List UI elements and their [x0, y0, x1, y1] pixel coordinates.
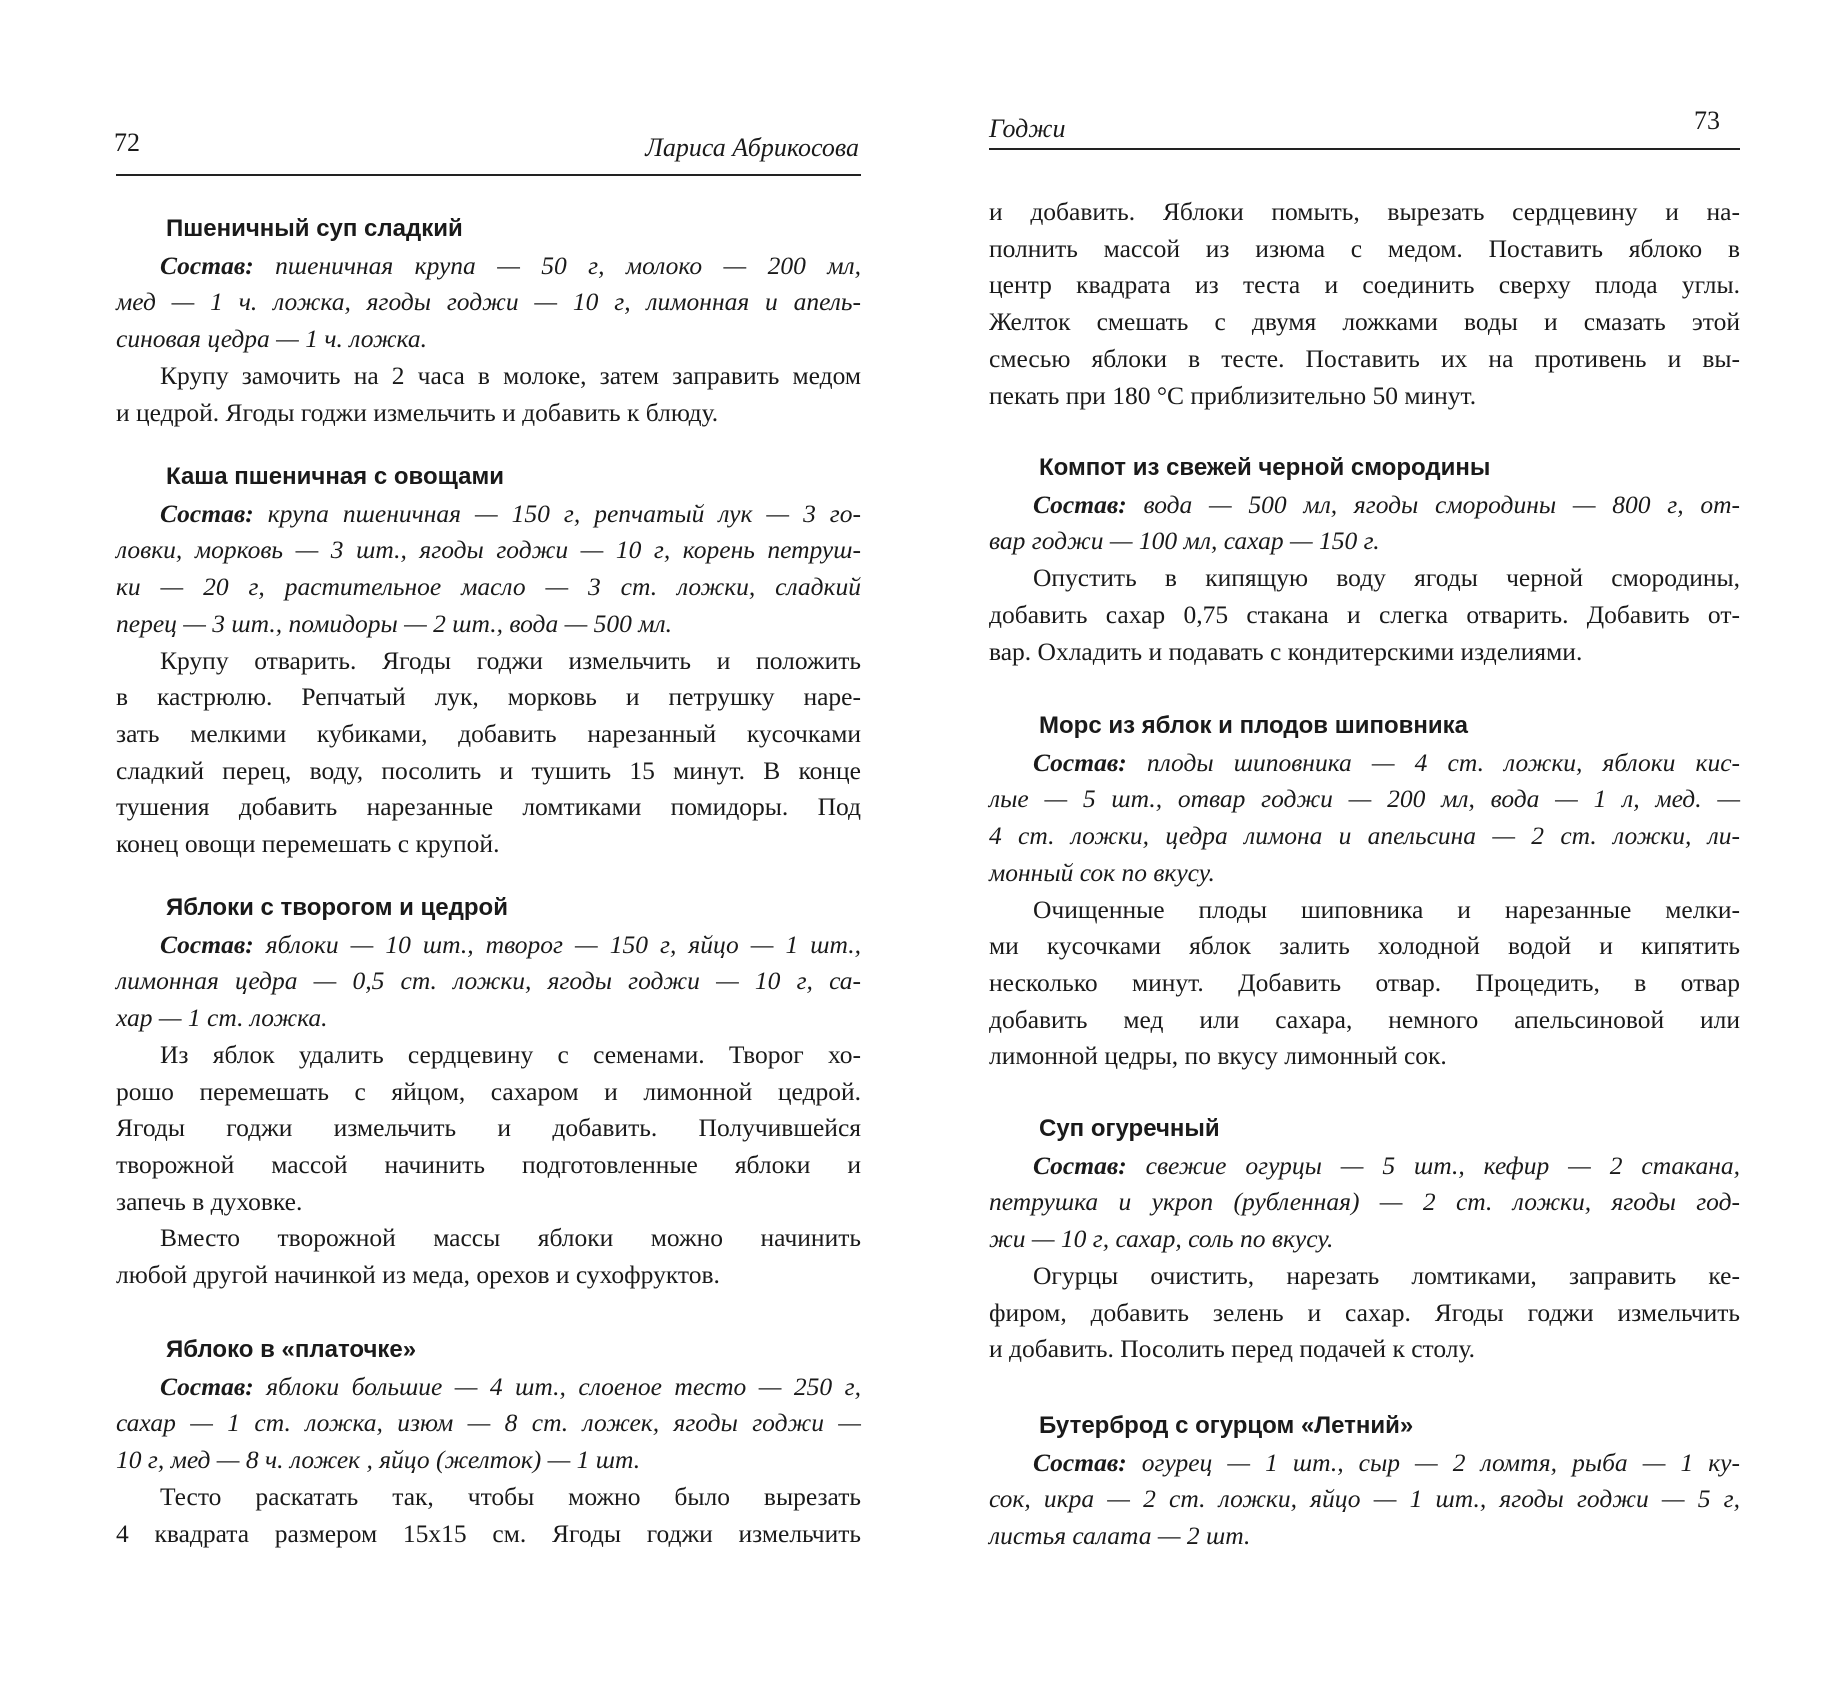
- method-line: фиром, добавить зелень и сахар. Ягоды годжи измельчить: [989, 1297, 1740, 1327]
- composition-line: [116, 1442, 861, 1479]
- composition-text: ловки, морковь — 3 шт., ягоды годжи — 10 г, корень петруш-: [116, 535, 861, 565]
- composition-line: [116, 496, 861, 533]
- composition-text: огурец — 1 шт., сыр — 2 ломтя, рыба — 1 ку-: [1126, 1447, 1740, 1477]
- composition-text: лые — 5 шт., отвар годжи — 200 мл, вода — 1 л, мед. —: [989, 784, 1740, 814]
- method-line: зать мелкими кубиками, добавить нарезанный кусочками: [116, 718, 861, 748]
- composition-text: сок, икра — 2 ст. ложки, яйцо — 1 шт., ягоды годжи — 5 г,: [989, 1484, 1740, 1514]
- composition-text: яблоки большие — 4 шт., слоеное тесто — 250 г,: [253, 1371, 861, 1401]
- composition-label: Состав:: [1033, 489, 1127, 519]
- recipe-title: Яблоко в «платочке»: [166, 1336, 417, 1363]
- method-line: добавить сахар 0,75 стакана и слегка отварить. Добавить от-: [989, 599, 1740, 629]
- running-title: Лариса Абрикосова: [645, 133, 859, 162]
- composition-line: [116, 1405, 861, 1442]
- recipe-title: Яблоки с творогом и цедрой: [166, 894, 508, 921]
- composition-text: листья салата — 2 шт.: [989, 1521, 1251, 1551]
- recipe-continuation: [989, 194, 1740, 414]
- composition-line: [116, 321, 861, 358]
- composition-text: монный сок по вкусу.: [989, 857, 1215, 887]
- recipe: [116, 1332, 861, 1552]
- recipe: [116, 459, 861, 863]
- method-line: Из яблок удалить сердцевину с семенами. Творог хо-: [160, 1039, 861, 1069]
- composition-line: [116, 1000, 861, 1037]
- running-title: Годжи: [989, 114, 1066, 143]
- method-line: пекать при 180 °С приблизительно 50 минут.: [989, 380, 1477, 410]
- method-line: Вместо творожной массы яблоки можно начинить: [160, 1223, 861, 1253]
- composition-label: Состав:: [1033, 1447, 1127, 1477]
- method-line: Желток смешать с двумя ложками воды и смазать этой: [989, 307, 1740, 337]
- composition-line: [989, 745, 1740, 782]
- method-line: смесью яблоки в тесте. Поставить их на противень и вы-: [989, 343, 1740, 373]
- composition-text: перец — 3 шт., помидоры — 2 шт., вода — 500 мл.: [116, 608, 673, 638]
- composition-text: яблоки — 10 шт., творог — 150 г, яйцо — 1 шт.,: [253, 929, 861, 959]
- composition-text: хар — 1 ст. ложка.: [116, 1003, 328, 1033]
- recipe: [989, 1408, 1740, 1555]
- composition-label: Состав:: [160, 929, 254, 959]
- composition-line: [989, 1481, 1740, 1518]
- composition-text: пшеничная крупа — 50 г, молоко — 200 мл,: [253, 250, 861, 280]
- method-line: запечь в духовке.: [116, 1186, 303, 1216]
- composition-line: [989, 818, 1740, 855]
- composition-text: мед — 1 ч. ложка, ягоды годжи — 10 г, лимонная и апель-: [116, 287, 861, 317]
- composition-line: [989, 487, 1740, 524]
- method-line: творожной массой начинить подготовленные яблоки и: [116, 1149, 861, 1179]
- method-line: Огурцы очистить, нарезать ломтиками, заправить ке-: [1033, 1260, 1740, 1290]
- composition-label: Состав:: [1033, 1150, 1127, 1180]
- composition-text: лимонная цедра — 0,5 ст. ложки, ягоды годжи — 10 г, са-: [116, 966, 861, 996]
- composition-label: Состав:: [160, 1371, 254, 1401]
- composition-line: [989, 1148, 1740, 1185]
- method-line: Очищенные плоды шиповника и нарезанные мелки-: [1033, 894, 1740, 924]
- composition-line: [989, 1221, 1740, 1258]
- recipe-title: Пшеничный суп сладкий: [166, 215, 463, 242]
- composition-label: Состав:: [160, 498, 254, 528]
- page-number: 72: [114, 128, 140, 157]
- composition-text: вар годжи — 100 мл, сахар — 150 г.: [989, 526, 1380, 556]
- method-line: несколько минут. Добавить отвар. Процедить, в отвар: [989, 967, 1740, 997]
- composition-text: 10 г, мед — 8 ч. ложек , яйцо (желток) — 1 шт.: [116, 1445, 641, 1475]
- recipe: [989, 450, 1740, 670]
- composition-line: [989, 1445, 1740, 1482]
- method-line: любой другой начинкой из меда, орехов и сухофруктов.: [116, 1260, 720, 1290]
- composition-line: [989, 1184, 1740, 1221]
- method-line: Ягоды годжи измельчить и добавить. Получившейся: [116, 1113, 861, 1143]
- recipe: [116, 211, 861, 431]
- composition-label: Состав:: [160, 250, 254, 280]
- composition-label: Состав:: [1033, 747, 1127, 777]
- composition-line: [116, 284, 861, 321]
- composition-text: плоды шиповника — 4 ст. ложки, яблоки кис-: [1126, 747, 1740, 777]
- composition-text: свежие огурцы — 5 шт., кефир — 2 стакана,: [1126, 1150, 1740, 1180]
- composition-text: крупа пшеничная — 150 г, репчатый лук — 3 го-: [253, 498, 861, 528]
- method-line: конец овощи перемешать с крупой.: [116, 829, 500, 859]
- composition-line: [116, 606, 861, 643]
- method-line: полнить массой из изюма с медом. Поставить яблоко в: [989, 233, 1740, 263]
- method-line: Крупу отварить. Ягоды годжи измельчить и положить: [160, 645, 861, 675]
- recipe-title: Каша пшеничная с овощами: [166, 463, 505, 490]
- composition-text: петрушка и укроп (рубленная) — 2 ст. ложки, ягоды год-: [989, 1187, 1740, 1217]
- header-rule: [116, 174, 861, 176]
- composition-text: вода — 500 мл, ягоды смородины — 800 г, от-: [1126, 489, 1740, 519]
- method-line: в кастрюлю. Репчатый лук, морковь и петрушку наре-: [116, 682, 861, 712]
- composition-line: [116, 569, 861, 606]
- recipe: [989, 1111, 1740, 1368]
- method-line: и добавить. Яблоки помыть, вырезать сердцевину и на-: [989, 197, 1740, 226]
- composition-line: [116, 927, 861, 964]
- page-number: 73: [1694, 106, 1720, 135]
- composition-line: [989, 1518, 1740, 1555]
- method-line: добавить мед или сахара, немного апельсиновой или: [989, 1004, 1740, 1034]
- composition-line: [989, 523, 1740, 560]
- composition-text: ки — 20 г, растительное масло — 3 ст. ложки, сладкий: [116, 572, 861, 602]
- composition-line: [116, 963, 861, 1000]
- method-line: 4 квадрата размером 15х15 см. Ягоды годжи измельчить: [116, 1518, 861, 1548]
- recipe-title: Морс из яблок и плодов шиповника: [1039, 712, 1468, 739]
- recipe-title: Бутерброд с огурцом «Летний»: [1039, 1412, 1414, 1439]
- composition-line: [989, 781, 1740, 818]
- method-line: тушения добавить нарезанные ломтиками помидоры. Под: [116, 792, 861, 822]
- composition-line: [116, 248, 861, 285]
- recipe-title: Компот из свежей черной смородины: [1039, 454, 1491, 481]
- composition-line: [116, 1369, 861, 1406]
- composition-text: синовая цедра — 1 ч. ложка.: [116, 324, 427, 354]
- composition-line: [116, 532, 861, 569]
- method-line: и добавить. Посолить перед подачей к столу.: [989, 1334, 1476, 1364]
- method-line: вар. Охладить и подавать с кондитерскими изделиями.: [989, 636, 1583, 666]
- method-line: Крупу замочить на 2 часа в молоке, затем заправить медом: [160, 360, 861, 390]
- method-line: Опустить в кипящую воду ягоды черной смородины,: [1033, 563, 1740, 593]
- method-line: лимонной цедры, по вкусу лимонный сок.: [989, 1041, 1447, 1071]
- recipe: [116, 890, 861, 1294]
- recipe-title: Суп огуречный: [1039, 1115, 1220, 1142]
- header-rule: [989, 148, 1740, 150]
- composition-text: сахар — 1 ст. ложка, изюм — 8 ст. ложек, ягоды годжи —: [116, 1408, 861, 1438]
- recipe: [989, 708, 1740, 1075]
- method-line: сладкий перец, воду, посолить и тушить 15 минут. В конце: [116, 755, 861, 785]
- method-line: центр квадрата из теста и соединить сверху плода углы.: [989, 270, 1740, 300]
- composition-text: 4 ст. ложки, цедра лимона и апельсина — 2 ст. ложки, ли-: [989, 821, 1740, 851]
- composition-text: жи — 10 г, сахар, соль по вкусу.: [989, 1224, 1334, 1254]
- composition-line: [989, 855, 1740, 892]
- method-line: ми кусочками яблок залить холодной водой и кипятить: [989, 931, 1740, 961]
- method-line: Тесто раскатать так, чтобы можно было вырезать: [160, 1481, 861, 1511]
- method-line: рошо перемешать с яйцом, сахаром и лимонной цедрой.: [116, 1076, 861, 1106]
- method-line: и цедрой. Ягоды годжи измельчить и добавить к блюду.: [116, 397, 719, 427]
